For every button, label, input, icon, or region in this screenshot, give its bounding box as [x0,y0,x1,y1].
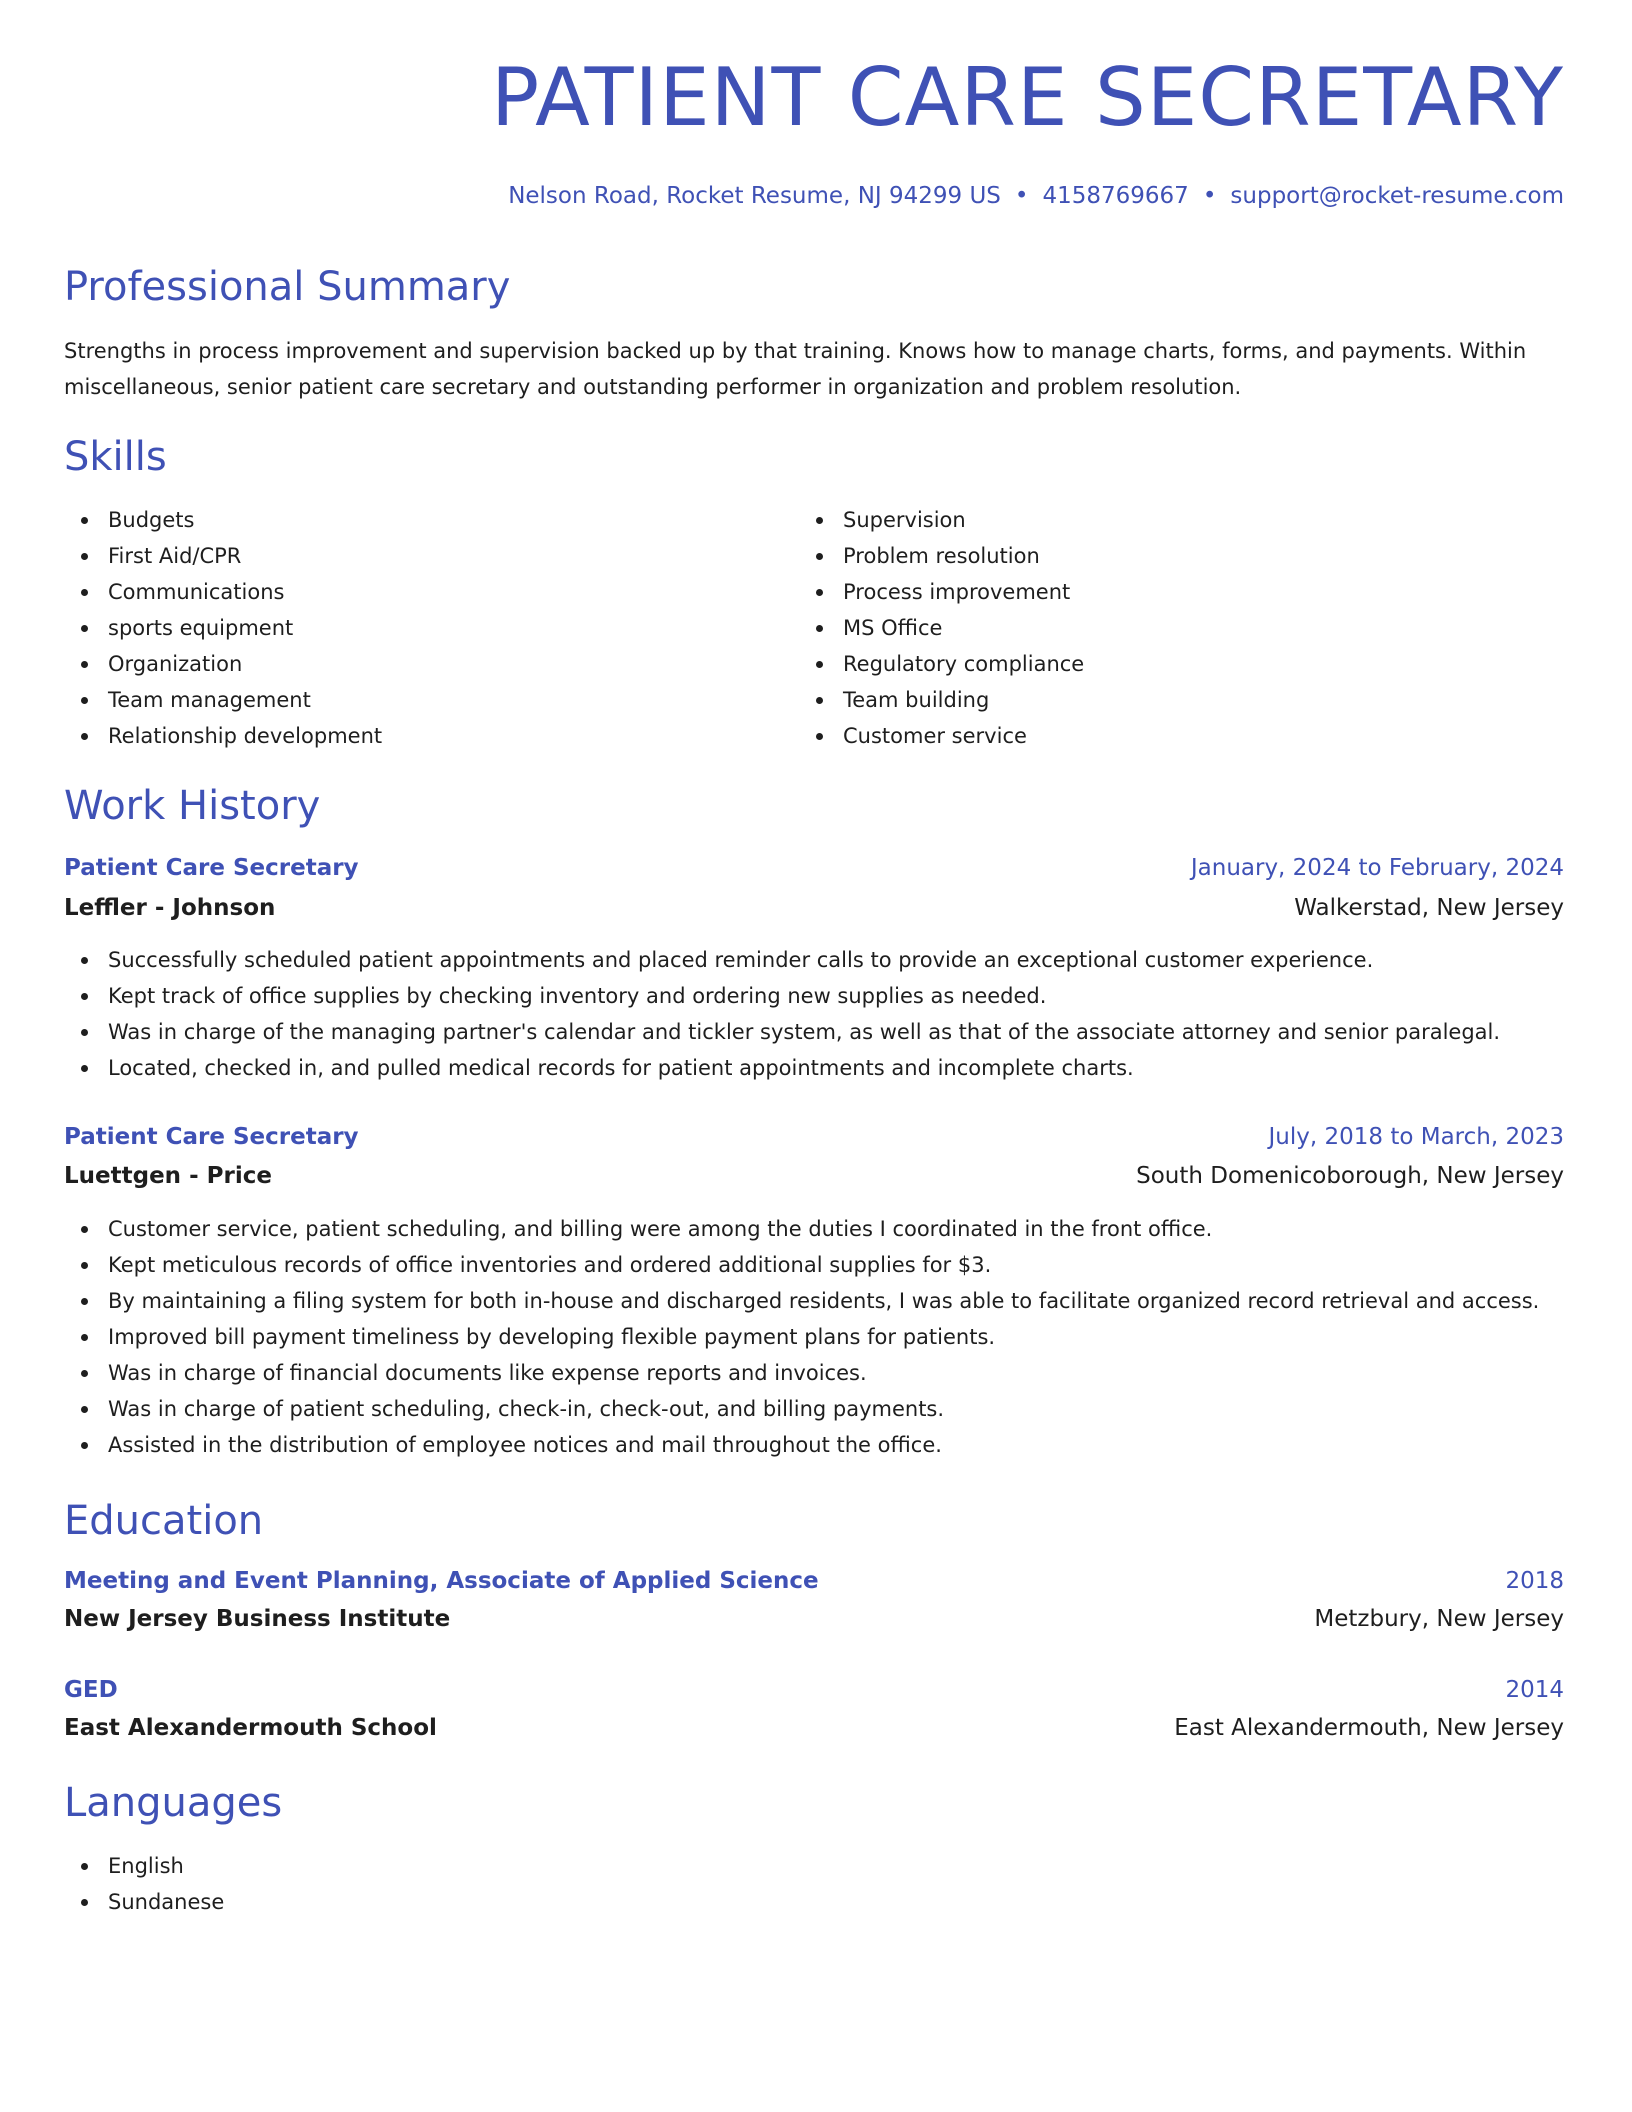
education-header [64,1674,1564,1706]
job-bullet-list [64,1211,1624,1463]
job-bullet-list [64,942,1624,1086]
skill-item: Process improvement [799,574,1499,610]
languages-list [64,1848,764,1920]
summary-text: Strengths in process improvement and supervision backed up by that training. Knows how to manage charts, forms, and payments. Within miscellaneous, senior patient care secretary and outstanding performer in organization and problem resolution. [64,339,1527,399]
section-heading-languages: Languages [64,1780,283,1826]
skill-item: Organization [64,646,764,682]
job-location: South Domenicoborough, New Jersey [1136,1163,1564,1189]
education-location: East Alexandermouth, New Jersey [1174,1715,1564,1741]
job-bullet: Assisted in the distribution of employee notices and mail throughout the office. [64,1427,1624,1463]
language-item: Sundanese [64,1884,764,1920]
job-company: Leffler - Johnson [64,895,276,921]
education-subheader [64,1603,1564,1635]
education-school: New Jersey Business Institute [64,1606,451,1632]
contact-email[interactable]: support@rocket-resume.com [1230,183,1564,209]
job-bullet: Customer service, patient scheduling, and billing were among the duties I coordinated in the front office. [64,1211,1624,1247]
contact-address: Nelson Road, Rocket Resume, NJ 94299 US [508,183,1001,209]
job-company: Luettgen - Price [64,1163,272,1189]
job-bullet: Was in charge of financial documents like expense reports and invoices. [64,1355,1624,1391]
skill-item: Team building [799,682,1499,718]
job-bullet: Kept track of office supplies by checking inventory and ordering new supplies as needed. [64,978,1624,1014]
job-bullet: Located, checked in, and pulled medical records for patient appointments and incomplete charts. [64,1050,1624,1086]
job-location: Walkerstad, New Jersey [1294,895,1564,921]
job-bullet: Improved bill payment timeliness by developing flexible payment plans for patients. [64,1319,1624,1355]
job-subheader [64,1160,1564,1192]
language-item: English [64,1848,764,1884]
section-heading-education: Education [64,1498,264,1544]
skill-item: First Aid/CPR [64,538,764,574]
skill-item: Relationship development [64,718,764,754]
education-year: 2018 [1505,1568,1564,1594]
skill-item: Regulatory compliance [799,646,1499,682]
skill-item: Communications [64,574,764,610]
section-heading-summary: Professional Summary [64,264,511,310]
education-degree: Meeting and Event Planning, Associate of Applied Science [64,1568,819,1594]
contact-separator: • [1202,183,1217,209]
skill-item: Problem resolution [799,538,1499,574]
education-location: Metzbury, New Jersey [1314,1606,1564,1632]
skill-item: Team management [64,682,764,718]
skill-item: Supervision [799,502,1499,538]
section-heading-work-history: Work History [64,783,321,829]
resume-title: PATIENT CARE SECRETARY [491,51,1564,144]
job-title: Patient Care Secretary [64,1124,359,1150]
skill-item: sports equipment [64,610,764,646]
job-header [64,1121,1564,1153]
section-heading-skills: Skills [64,434,167,480]
job-subheader [64,892,1564,924]
job-bullet: Was in charge of patient scheduling, check-in, check-out, and billing payments. [64,1391,1624,1427]
skills-list-left [64,502,764,754]
job-title: Patient Care Secretary [64,855,359,881]
skill-item: MS Office [799,610,1499,646]
education-header [64,1565,1564,1597]
job-bullet: Kept meticulous records of office inventories and ordered additional supplies for $3. [64,1247,1624,1283]
job-bullet: By maintaining a filing system for both in-house and discharged residents, I was able to facilitate organized record retrieval and access. [64,1283,1624,1319]
skill-item: Budgets [64,502,764,538]
skills-list-right [799,502,1499,754]
job-bullet: Successfully scheduled patient appointments and placed reminder calls to provide an exceptional customer experience. [64,942,1624,978]
job-header [64,852,1564,884]
contact-line [508,180,1564,212]
education-school: East Alexandermouth School [64,1715,437,1741]
job-bullet: Was in charge of the managing partner's calendar and tickler system, as well as that of the associate attorney and senior paralegal. [64,1014,1624,1050]
contact-phone: 4158769667 [1042,183,1189,209]
skill-item: Customer service [799,718,1499,754]
education-degree: GED [64,1677,118,1703]
contact-separator: • [1014,183,1029,209]
job-dates: July, 2018 to March, 2023 [1268,1124,1564,1150]
education-year: 2014 [1505,1677,1564,1703]
education-subheader [64,1712,1564,1744]
job-dates: January, 2024 to February, 2024 [1190,855,1564,881]
